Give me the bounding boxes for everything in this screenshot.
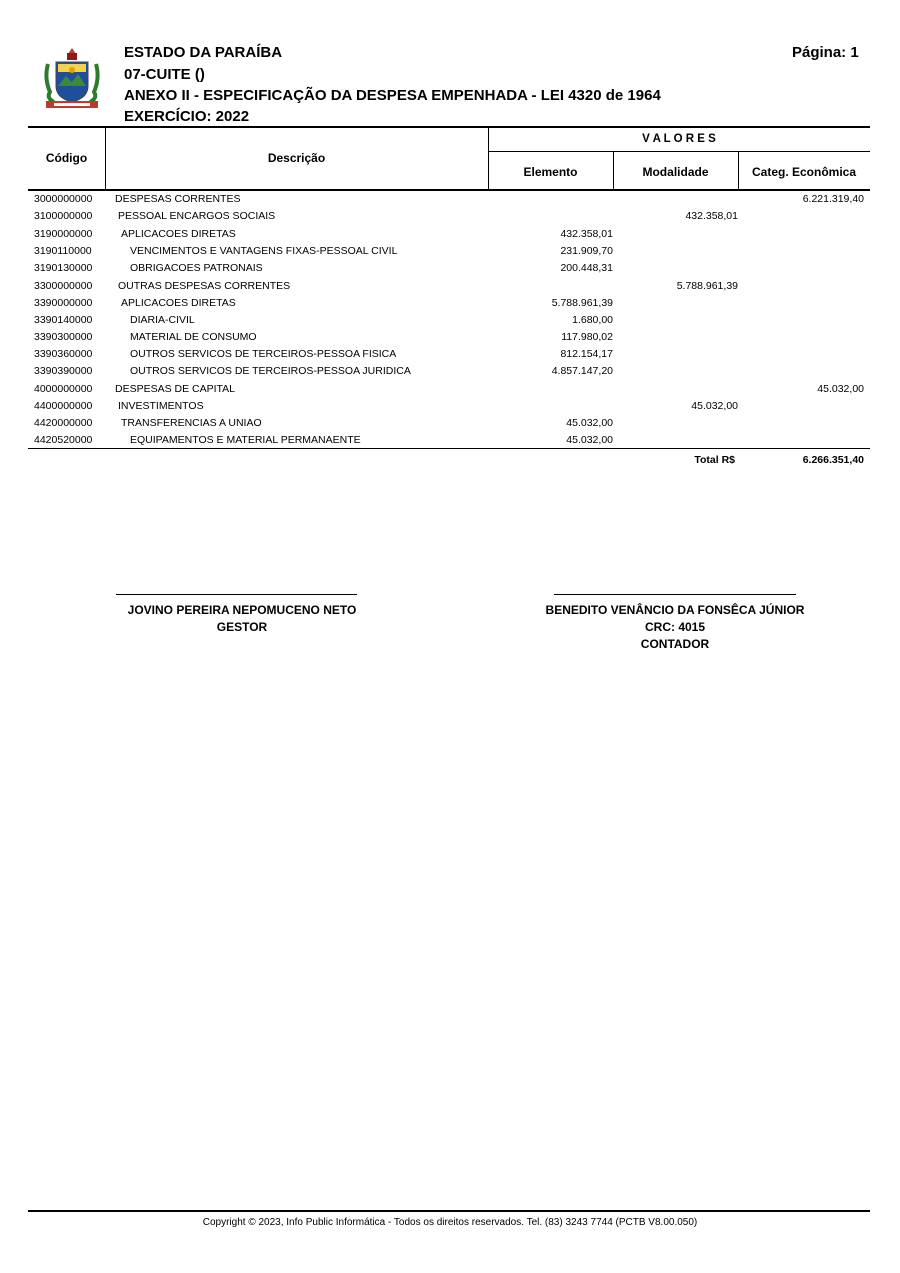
row-description: PESSOAL ENCARGOS SOCIAIS (118, 210, 276, 222)
row-description: VENCIMENTOS E VANTAGENS FIXAS-PESSOAL CIVIL (130, 245, 398, 257)
row-description: OUTROS SERVICOS DE TERCEIROS-PESSOA FISICA (130, 348, 397, 360)
signatory-accountant-role: CONTADOR (640, 637, 710, 651)
row-modality: 45.032,00 (691, 400, 738, 412)
fiscal-year: EXERCÍCIO: 2022 (124, 108, 250, 125)
table-row (0, 208, 900, 225)
table-row (0, 260, 900, 277)
row-element: 812.154,17 (560, 348, 613, 360)
table-row (0, 226, 900, 243)
signatory-accountant-name: BENEDITO VENÂNCIO DA FONSÊCA JÚNIOR (545, 603, 805, 617)
state-coat-of-arms-logo (40, 48, 104, 110)
row-element: 1.680,00 (572, 314, 613, 326)
row-code: 3190110000 (34, 245, 92, 257)
row-code: 3390140000 (34, 314, 93, 326)
row-element: 45.032,00 (566, 417, 613, 429)
row-code: 3190000000 (34, 228, 93, 240)
signature-line-left (116, 594, 357, 595)
row-description: MATERIAL DE CONSUMO (130, 331, 257, 343)
row-element: 231.909,70 (560, 245, 613, 257)
column-header-element: Elemento (523, 165, 578, 179)
row-code: 3300000000 (34, 280, 93, 292)
row-description: TRANSFERENCIAS A UNIAO (121, 417, 262, 429)
row-code: 4420000000 (34, 417, 93, 429)
row-description: APLICACOES DIRETAS (121, 297, 236, 309)
column-header-code: Código (45, 151, 88, 165)
table-row (0, 415, 900, 432)
row-element: 432.358,01 (560, 228, 613, 240)
table-row (0, 312, 900, 329)
table-row (0, 278, 900, 295)
total-label: Total R$ (694, 454, 735, 466)
row-code: 3390360000 (34, 348, 93, 360)
table-row (0, 346, 900, 363)
signature-line-right (554, 594, 796, 595)
state-name: ESTADO DA PARAÍBA (124, 44, 283, 61)
column-header-description: Descrição (267, 151, 326, 165)
row-description: INVESTIMENTOS (118, 400, 204, 412)
row-description: DESPESAS CORRENTES (115, 193, 241, 205)
copyright-footer: Copyright © 2023, Info Public Informática - Todos os direitos reservados. Tel. (83) 3243 7744 (PCTB V8.00.050) (202, 1217, 698, 1228)
table-row (0, 363, 900, 380)
column-group-values: V A L O R E S (642, 133, 716, 145)
row-code: 3390000000 (34, 297, 93, 309)
footer-divider (28, 1210, 870, 1212)
signatory-manager-role: GESTOR (216, 620, 268, 634)
table-row (0, 295, 900, 312)
signatory-manager-name: JOVINO PEREIRA NEPOMUCENO NETO (127, 603, 357, 617)
table-row (0, 329, 900, 346)
row-code: 3390390000 (34, 365, 93, 377)
table-row (0, 191, 900, 208)
row-element: 200.448,31 (560, 262, 613, 274)
row-description: OUTROS SERVICOS DE TERCEIROS-PESSOA JURIDICA (130, 365, 411, 377)
row-economic-category: 45.032,00 (817, 383, 864, 395)
entity-name: 07-CUITE () (124, 66, 205, 83)
row-description: OUTRAS DESPESAS CORRENTES (118, 280, 291, 292)
table-top-border (28, 126, 870, 128)
row-modality: 5.788.961,39 (676, 280, 738, 292)
column-header-economic-category: Categ. Econômica (751, 165, 857, 179)
row-code: 3190130000 (34, 262, 93, 274)
row-code: 4000000000 (34, 383, 93, 395)
report-title: ANEXO II - ESPECIFICAÇÃO DA DESPESA EMPENHADA - LEI 4320 de 1964 (124, 87, 661, 104)
values-group-divider (488, 151, 870, 152)
total-value: 6.266.351,40 (802, 454, 864, 466)
row-element: 117.980,02 (561, 331, 613, 343)
row-code: 3000000000 (34, 193, 93, 205)
row-modality: 432.358,01 (685, 210, 738, 222)
row-element: 5.788.961,39 (551, 297, 613, 309)
table-bottom-border (28, 448, 870, 449)
table-row (0, 243, 900, 260)
row-description: DIARIA-CIVIL (130, 314, 195, 326)
row-description: OBRIGACOES PATRONAIS (130, 262, 263, 274)
row-description: APLICACOES DIRETAS (121, 228, 236, 240)
table-row (0, 398, 900, 415)
row-code: 4400000000 (34, 400, 93, 412)
column-header-modality: Modalidade (642, 165, 709, 179)
table-row (0, 432, 900, 449)
row-description: DESPESAS DE CAPITAL (115, 383, 236, 395)
row-code: 3100000000 (34, 210, 93, 222)
row-element: 45.032,00 (566, 434, 613, 446)
row-code: 4420520000 (34, 434, 93, 446)
row-code: 3390300000 (34, 331, 93, 343)
table-row (0, 381, 900, 398)
page-number: Página: 1 (792, 44, 859, 61)
row-economic-category: 6.221.319,40 (802, 193, 864, 205)
row-element: 4.857.147,20 (551, 365, 613, 377)
row-description: EQUIPAMENTOS E MATERIAL PERMANAENTE (130, 434, 361, 446)
signatory-accountant-crc: CRC: 4015 (644, 620, 706, 634)
